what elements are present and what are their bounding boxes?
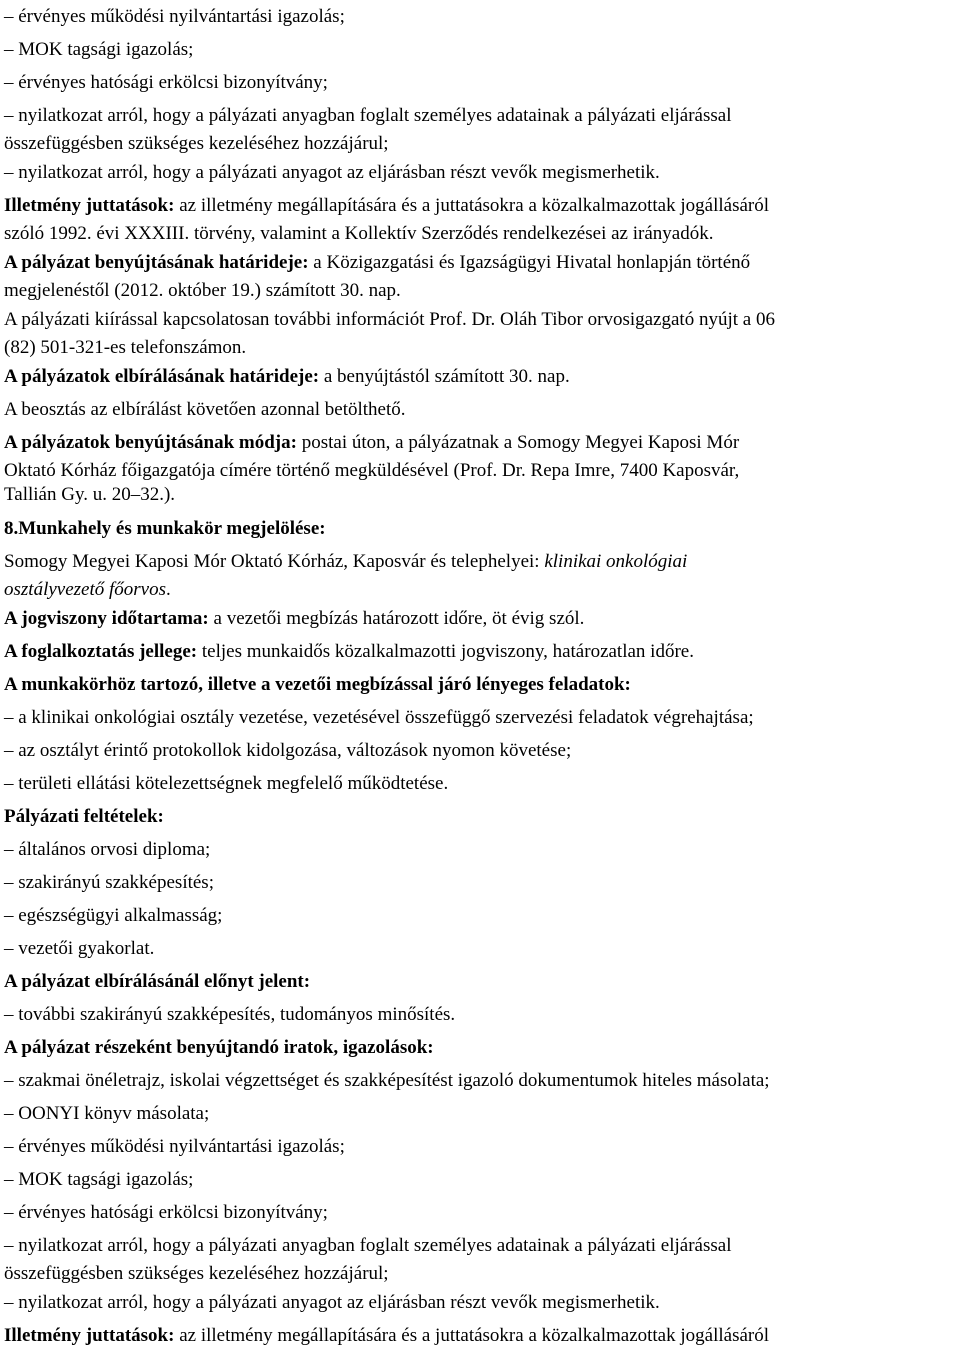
workplace-paragraph-line: osztályvezető főorvos.: [4, 579, 171, 600]
advantage-heading: A pályázat elbírálásánál előnyt jelent:: [4, 971, 311, 992]
salary-label: Illetmény juttatások:: [4, 195, 175, 216]
list-item: – egészségügyi alkalmasság;: [4, 905, 223, 926]
list-item: – érvényes működési nyilvántartási igazolás;: [4, 1136, 345, 1157]
salary-text: az illetmény megállapítására és a juttatásokra a közalkalmazottak jogállásáról: [174, 1325, 770, 1346]
submission-text-line: Tallián Gy. u. 20–32.).: [4, 484, 176, 505]
section-heading: 8.Munkahely és munkakör megjelölése:: [4, 518, 326, 539]
list-item: – nyilatkozat arról, hogy a pályázati anyagot az eljárásban részt vevők megismerhetik.: [4, 1292, 660, 1313]
salary-label: Illetmény juttatások:: [4, 1325, 175, 1346]
list-item-continuation: összefüggésben szükséges kezeléséhez hozzájárul;: [4, 133, 389, 154]
list-item: – érvényes működési nyilvántartási igazolás;: [4, 6, 345, 27]
tasks-heading: A munkakörhöz tartozó, illetve a vezetői megbízással járó lényeges feladatok:: [4, 674, 631, 695]
list-item: – területi ellátási kötelezettségnek megfelelő működtetése.: [4, 773, 449, 794]
list-item: – érvényes hatósági erkölcsi bizonyítvány;: [4, 72, 328, 93]
deadline-text-line: megjelenéstől (2012. október 19.) számított 30. nap.: [4, 280, 401, 301]
salary-paragraph: [4, 1319, 956, 1352]
list-item: – szakmai önéletrajz, iskolai végzettséget és szakképesítést igazoló dokumentumok hiteles másolata;: [4, 1070, 770, 1091]
list-item: – nyilatkozat arról, hogy a pályázati anyagban foglalt személyes adatainak a pályázati eljárással: [4, 1235, 732, 1256]
conditions-heading: Pályázati feltételek:: [4, 806, 164, 827]
list-item: – nyilatkozat arról, hogy a pályázati anyagot az eljárásban részt vevők megismerhetik.: [4, 162, 660, 183]
list-item: – az osztályt érintő protokollok kidolgozása, változások nyomon követése;: [4, 740, 572, 761]
list-item: – vezetői gyakorlat.: [4, 938, 155, 959]
submission-text-line: Oktató Kórház főigazgatója címére történő megküldésével (Prof. Dr. Repa Imre, 7400 Kaposvár,: [4, 460, 740, 481]
position-fill-text: A beosztás az elbírálást követően azonnal betölthető.: [4, 399, 406, 420]
workplace-paragraph: Somogy Megyei Kaposi Mór Oktató Kórház, Kaposvár és telephelyei: klinikai onkológiai: [4, 551, 688, 572]
list-item: – MOK tagsági igazolás;: [4, 1169, 194, 1190]
list-item-continuation: összefüggésben szükséges kezeléséhez hozzájárul;: [4, 1263, 389, 1284]
deadline-label: A pályázat benyújtásának határideje:: [4, 252, 309, 273]
documents-heading: A pályázat részeként benyújtandó iratok, igazolások:: [4, 1037, 434, 1058]
list-item: – MOK tagsági igazolás;: [4, 39, 194, 60]
submission-text: postai úton, a pályázatnak a Somogy Megyei Kaposi Mór: [296, 432, 740, 453]
list-item: – a klinikai onkológiai osztály vezetése, vezetésével összefüggő szervezési feladatok végrehajtása;: [4, 707, 754, 728]
info-paragraph-line: (82) 501-321-es telefonszámon.: [4, 337, 247, 358]
position-title: osztályvezető főorvos: [4, 579, 167, 600]
list-item: – további szakirányú szakképesítés, tudományos minősítés.: [4, 1004, 456, 1025]
evaluation-deadline-label: A pályázatok elbírálásának határideje:: [4, 366, 320, 387]
list-item: – OONYI könyv másolata;: [4, 1103, 210, 1124]
deadline-paragraph: [4, 246, 956, 279]
employment-paragraph: A foglalkoztatás jellege: teljes munkaidős közalkalmazotti jogviszony, határozatlan időre.: [4, 641, 694, 662]
duration-label: A jogviszony időtartama:: [4, 608, 209, 629]
salary-text-line: szóló 1992. évi XXXIII. törvény, valamint a Kollektív Szerződés rendelkezései az irányadók.: [4, 223, 714, 244]
list-item: – szakirányú szakképesítés;: [4, 872, 214, 893]
evaluation-deadline-text: a benyújtástól számított 30. nap.: [319, 366, 570, 387]
info-paragraph: A pályázati kiírással kapcsolatosan további információt Prof. Dr. Oláh Tibor orvosigazgató nyújt a 06: [4, 309, 775, 330]
submission-paragraph: [4, 426, 956, 459]
employment-label: A foglalkoztatás jellege:: [4, 641, 198, 662]
submission-label: A pályázatok benyújtásának módja:: [4, 432, 297, 453]
document-page: [4, 0, 956, 1352]
salary-text: az illetmény megállapítására és a juttatásokra a közalkalmazottak jogállásáról: [174, 195, 770, 216]
list-item: – nyilatkozat arról, hogy a pályázati anyagban foglalt személyes adatainak a pályázati eljárással: [4, 105, 732, 126]
list-item: – általános orvosi diploma;: [4, 839, 211, 860]
evaluation-deadline: [4, 360, 956, 393]
duration-paragraph: A jogviszony időtartama: a vezetői megbízás határozott időre, öt évig szól.: [4, 608, 585, 629]
deadline-text: a Közigazgatási és Igazságügyi Hivatal honlapján történő: [308, 252, 751, 273]
list-item: – érvényes hatósági erkölcsi bizonyítvány;: [4, 1202, 328, 1223]
salary-paragraph: [4, 189, 956, 222]
position-title: klinikai onkológiai: [544, 551, 688, 572]
